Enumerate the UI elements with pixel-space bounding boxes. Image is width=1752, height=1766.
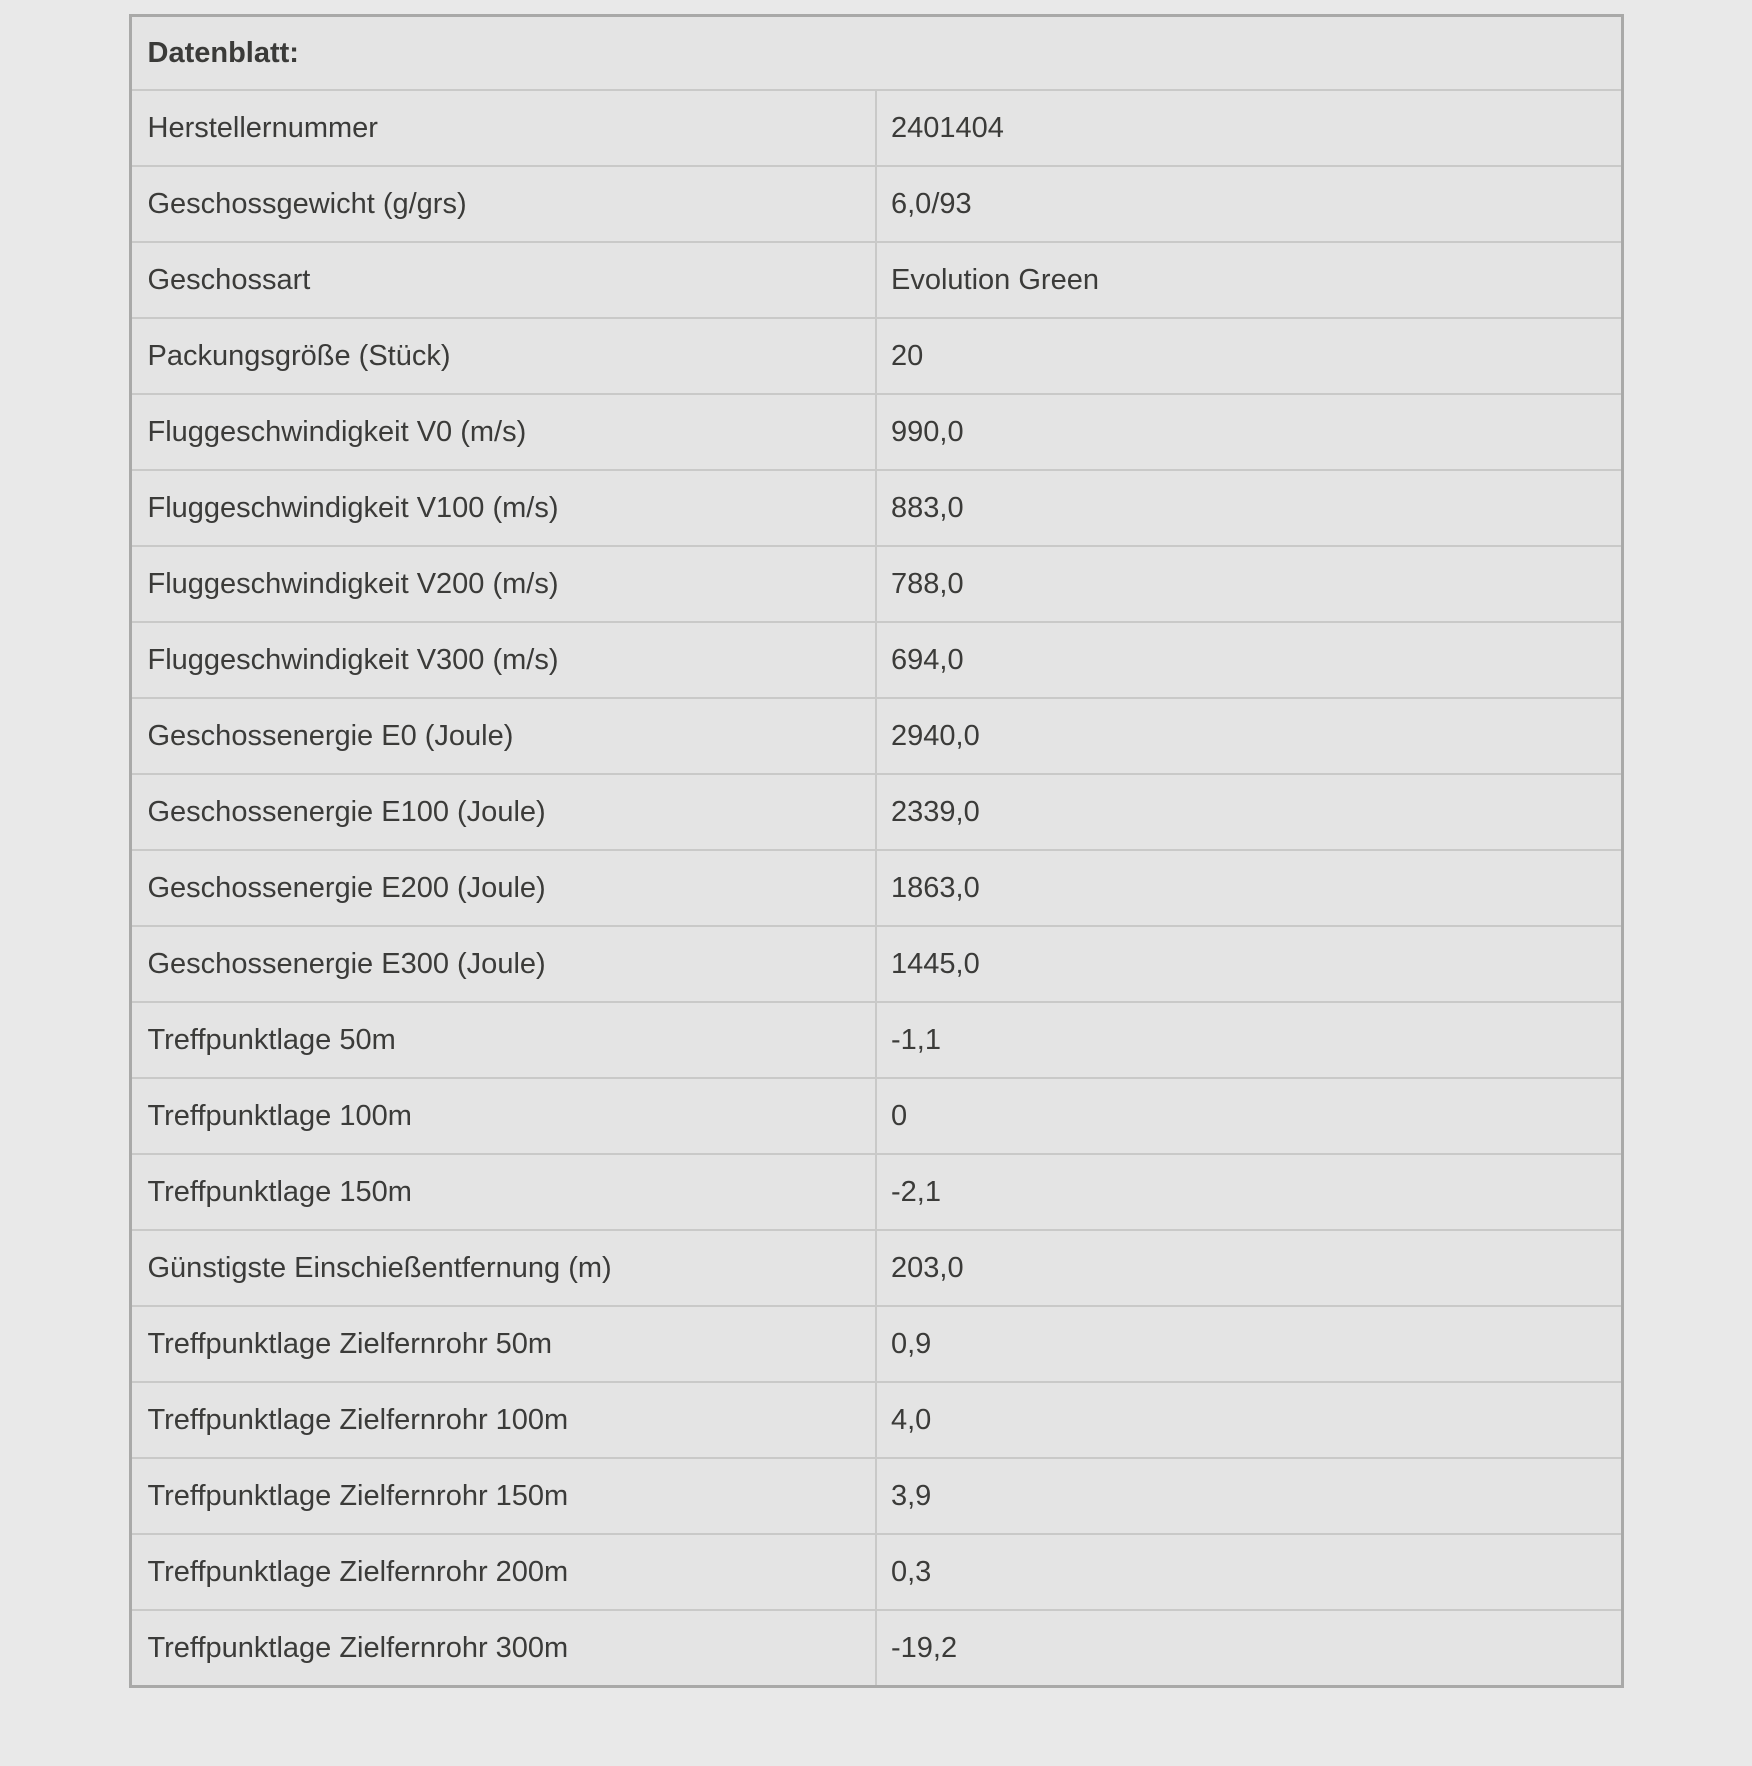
row-value: 2339,0 (876, 774, 1622, 850)
table-row (130, 242, 1622, 318)
row-value: 4,0 (876, 1382, 1622, 1458)
row-value: 0,9 (876, 1306, 1622, 1382)
datasheet-title-row (130, 16, 1622, 91)
table-row (130, 1458, 1622, 1534)
row-label: Geschossart (130, 242, 876, 318)
row-value: 0,3 (876, 1534, 1622, 1610)
table-row (130, 1078, 1622, 1154)
row-value: 20 (876, 318, 1622, 394)
row-value: -1,1 (876, 1002, 1622, 1078)
table-row (130, 774, 1622, 850)
row-value: -2,1 (876, 1154, 1622, 1230)
row-label: Treffpunktlage Zielfernrohr 150m (130, 1458, 876, 1534)
table-row (130, 1002, 1622, 1078)
row-value: 6,0/93 (876, 166, 1622, 242)
table-row (130, 1382, 1622, 1458)
row-label: Geschossenergie E100 (Joule) (130, 774, 876, 850)
row-value: 2940,0 (876, 698, 1622, 774)
table-row (130, 546, 1622, 622)
datasheet-title-section (130, 16, 1622, 91)
row-label: Fluggeschwindigkeit V0 (m/s) (130, 394, 876, 470)
row-label: Treffpunktlage Zielfernrohr 200m (130, 1534, 876, 1610)
row-label: Packungsgröße (Stück) (130, 318, 876, 394)
row-label: Treffpunktlage Zielfernrohr 50m (130, 1306, 876, 1382)
table-row (130, 1610, 1622, 1687)
datasheet-title: Datenblatt: (130, 16, 1622, 91)
row-label: Treffpunktlage Zielfernrohr 100m (130, 1382, 876, 1458)
row-label: Treffpunktlage Zielfernrohr 300m (130, 1610, 876, 1687)
row-label: Fluggeschwindigkeit V100 (m/s) (130, 470, 876, 546)
row-label: Günstigste Einschießentfernung (m) (130, 1230, 876, 1306)
row-value: 203,0 (876, 1230, 1622, 1306)
table-row (130, 698, 1622, 774)
datasheet-body (130, 90, 1622, 1687)
row-value: -19,2 (876, 1610, 1622, 1687)
row-label: Treffpunktlage 100m (130, 1078, 876, 1154)
table-row (130, 166, 1622, 242)
table-row (130, 622, 1622, 698)
row-value: 2401404 (876, 90, 1622, 166)
table-row (130, 318, 1622, 394)
table-row (130, 926, 1622, 1002)
table-row (130, 1230, 1622, 1306)
table-row (130, 850, 1622, 926)
page (0, 14, 1752, 1766)
row-label: Treffpunktlage 50m (130, 1002, 876, 1078)
row-value: 788,0 (876, 546, 1622, 622)
datasheet-table (129, 14, 1624, 1688)
row-value: 3,9 (876, 1458, 1622, 1534)
row-value: 883,0 (876, 470, 1622, 546)
table-row (130, 470, 1622, 546)
row-label: Fluggeschwindigkeit V300 (m/s) (130, 622, 876, 698)
table-row (130, 1154, 1622, 1230)
row-label: Fluggeschwindigkeit V200 (m/s) (130, 546, 876, 622)
row-value: Evolution Green (876, 242, 1622, 318)
table-row (130, 90, 1622, 166)
row-value: 1445,0 (876, 926, 1622, 1002)
row-label: Treffpunktlage 150m (130, 1154, 876, 1230)
row-value: 1863,0 (876, 850, 1622, 926)
row-value: 694,0 (876, 622, 1622, 698)
row-label: Geschossenergie E300 (Joule) (130, 926, 876, 1002)
row-label: Geschossenergie E0 (Joule) (130, 698, 876, 774)
row-label: Herstellernummer (130, 90, 876, 166)
row-value: 0 (876, 1078, 1622, 1154)
row-label: Geschossenergie E200 (Joule) (130, 850, 876, 926)
table-row (130, 1534, 1622, 1610)
row-label: Geschossgewicht (g/grs) (130, 166, 876, 242)
row-value: 990,0 (876, 394, 1622, 470)
table-row (130, 394, 1622, 470)
table-row (130, 1306, 1622, 1382)
